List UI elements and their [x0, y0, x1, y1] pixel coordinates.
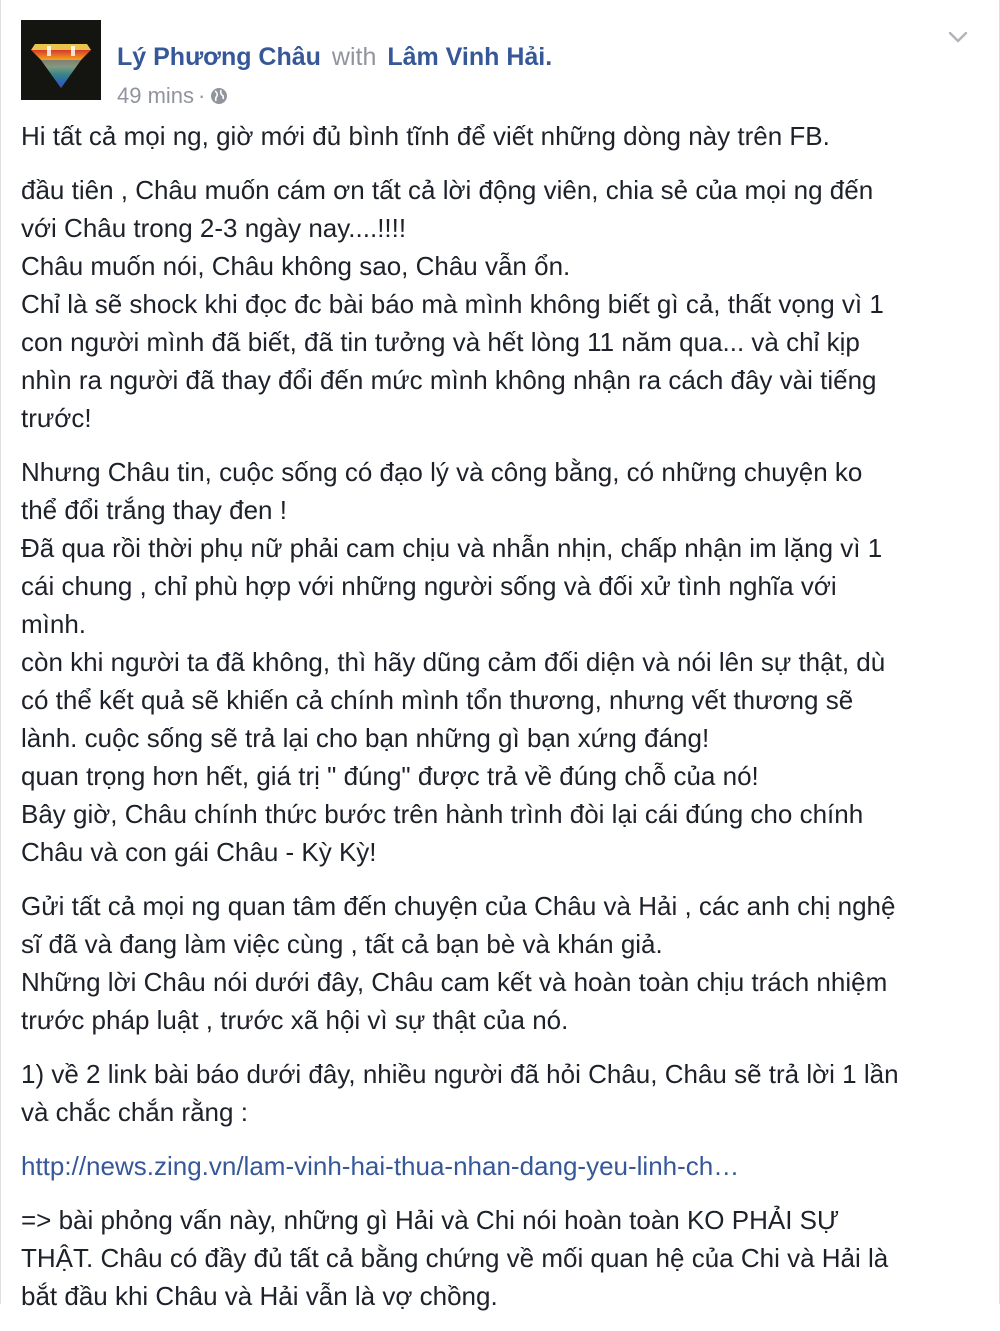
- post-meta: [117, 83, 228, 109]
- text-line: còn khi người ta đã không, thì hãy dũng cảm đối diện và nói lên sự thật, dù: [21, 647, 886, 677]
- text-line: Hi tất cả mọi ng, giờ mới đủ bình tĩnh để viết những dòng này trên FB.: [21, 121, 830, 151]
- text-line: cái chung , chỉ phù hợp với những người sống và đối xử tình nghĩa với: [21, 571, 837, 601]
- text-line: Gửi tất cả mọi ng quan tâm đến chuyện của Châu và Hải , các anh chị nghệ: [21, 891, 896, 921]
- text-line: Những lời Châu nói dưới đây, Châu cam kết và hoàn toàn chịu trách nhiệm: [21, 967, 888, 997]
- paragraph: [21, 117, 981, 155]
- paragraph: [21, 887, 981, 1039]
- with-label: with: [331, 43, 377, 71]
- avatar[interactable]: [21, 20, 101, 100]
- text-line: mình.: [21, 609, 87, 639]
- tagged-person[interactable]: Lâm Vinh Hải.: [387, 43, 553, 71]
- text-line: có thể kết quả sẽ khiến cả chính mình tổn thương, nhưng vết thương sẽ: [21, 685, 854, 715]
- avatar-image: [21, 20, 101, 100]
- text-line: Châu và con gái Châu - Kỳ Kỳ!: [21, 837, 377, 867]
- paragraph: [21, 1147, 981, 1185]
- text-line: lành. cuộc sống sẽ trả lại cho bạn những gì bạn xứng đáng!: [21, 723, 710, 753]
- text-line: thể đổi trắng thay đen !: [21, 495, 287, 525]
- post-author-line: [117, 42, 552, 72]
- text-line: con người mình đã biết, đã tin tưởng và hết lòng 11 năm qua... và chỉ kịp: [21, 327, 860, 357]
- meta-separator: ·: [198, 83, 206, 108]
- text-line: quan trọng hơn hết, giá trị " đúng" được trả về đúng chỗ của nó!: [21, 761, 759, 791]
- text-line: 1) về 2 link bài báo dưới đây, nhiều người đã hỏi Châu, Châu sẽ trả lời 1 lần: [21, 1059, 899, 1089]
- paragraph: [21, 1055, 981, 1131]
- post-body: [21, 117, 981, 1331]
- paragraph: [21, 453, 981, 871]
- text-line: Châu muốn nói, Châu không sao, Châu vẫn ổn.: [21, 251, 571, 281]
- author-name[interactable]: Lý Phương Châu: [117, 43, 321, 71]
- article-link[interactable]: http://news.zing.vn/lam-vinh-hai-thua-nhan-dang-yeu-linh-ch…: [21, 1151, 740, 1181]
- text-line: Nhưng Châu tin, cuộc sống có đạo lý và công bằng, có những chuyện ko: [21, 457, 863, 487]
- chevron-down-icon[interactable]: [945, 24, 971, 50]
- text-line: và chắc chắn rằng :: [21, 1097, 248, 1127]
- post-timestamp[interactable]: 49 mins: [117, 83, 195, 108]
- text-line: bắt đầu khi Châu và Hải vẫn là vợ chồng.: [21, 1281, 498, 1311]
- paragraph: [21, 1201, 981, 1315]
- text-line: đầu tiên , Châu muốn cám ơn tất cả lời động viên, chia sẻ của mọi ng đến: [21, 175, 874, 205]
- globe-icon[interactable]: [210, 85, 228, 103]
- text-line: THẬT. Châu có đầy đủ tất cả bằng chứng về mối quan hệ của Chi và Hải là: [21, 1243, 889, 1273]
- text-line: nhìn ra người đã thay đổi đến mức mình không nhận ra cách đây vài tiếng: [21, 365, 877, 395]
- text-line: Đã qua rồi thời phụ nữ phải cam chịu và nhẫn nhịn, chấp nhận im lặng vì 1: [21, 533, 883, 563]
- paragraph: [21, 171, 981, 437]
- text-line: với Châu trong 2-3 ngày nay....!!!!: [21, 213, 407, 243]
- text-line: trước pháp luật , trước xã hội vì sự thật của nó.: [21, 1005, 569, 1035]
- post-header: [21, 20, 979, 108]
- text-line: sĩ đã và đang làm việc cùng , tất cả bạn bè và khán giả.: [21, 929, 663, 959]
- text-line: trước!: [21, 403, 92, 433]
- text-line: Chỉ là sẽ shock khi đọc đc bài báo mà mình không biết gì cả, thất vọng vì 1: [21, 289, 884, 319]
- text-line: => bài phỏng vấn này, những gì Hải và Chi nói hoàn toàn KO PHẢI SỰ: [21, 1205, 840, 1235]
- text-line: Bây giờ, Châu chính thức bước trên hành trình đòi lại cái đúng cho chính: [21, 799, 864, 829]
